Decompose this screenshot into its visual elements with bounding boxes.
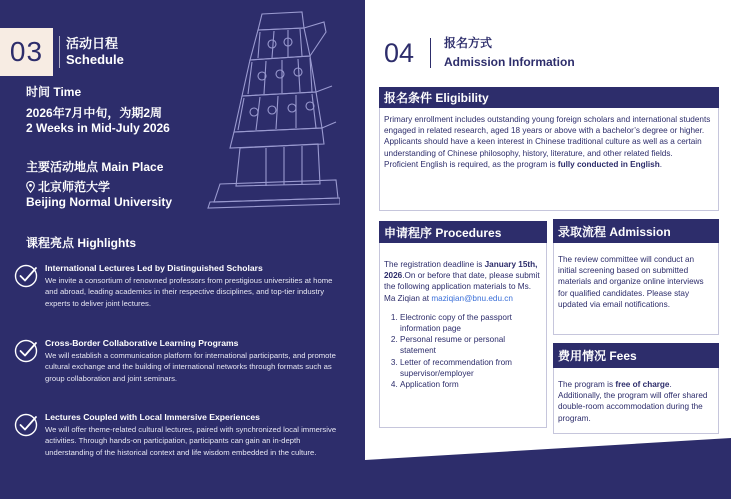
highlight-desc: We will establish a communication platform for international participants, and promote cultural exchange and the building of international networks through formats such as group collaboration and joint seminars. xyxy=(45,351,336,383)
schedule-panel xyxy=(0,0,365,499)
section-title-en: Schedule xyxy=(66,52,124,67)
section-number-box xyxy=(0,28,53,76)
highlight-item xyxy=(14,337,344,384)
materials-list xyxy=(400,312,542,390)
section-number: 03 xyxy=(9,36,44,67)
section-number: 04 xyxy=(384,37,415,68)
check-circle-icon xyxy=(14,338,39,363)
procedures-header xyxy=(379,221,547,243)
admission-process-header xyxy=(553,219,719,243)
admission-process-title: 录取流程 Admission xyxy=(558,224,671,239)
highlight-title: Lectures Coupled with Local Immersive Experiences xyxy=(45,412,260,422)
fees-title: 费用情况 Fees xyxy=(558,349,637,363)
highlight-desc: We will offer theme-related cultural lectures, paired with synchronized local immersive activities. Through hands-on participation, participants can gain an in-depth understanding of the historical context and life wisdom embedded in the culture. xyxy=(45,425,337,457)
highlight-item xyxy=(14,262,344,309)
list-item: 2. Personal resume or personal statement xyxy=(400,334,542,356)
divider xyxy=(430,38,431,68)
admission-process-box xyxy=(553,243,719,335)
highlight-title: Cross-Border Collaborative Learning Programs xyxy=(45,338,239,348)
admission-process-text: The review committee will conduct an initial screening based on submitted materials and organize online interviews for qualified candidates. Please stay updated via email notifications. xyxy=(558,255,704,309)
highlights-label: 课程亮点 Highlights xyxy=(26,236,136,250)
decorative-band xyxy=(365,438,731,499)
place-label: 主要活动地点 Main Place xyxy=(26,160,164,174)
place-cn-row xyxy=(26,178,110,195)
place-en: Beijing Normal University xyxy=(26,195,173,209)
divider xyxy=(59,36,60,68)
time-en: 2 Weeks in Mid-July 2026 xyxy=(26,121,170,135)
procedures-box xyxy=(379,243,547,428)
fees-header xyxy=(553,343,719,368)
eligibility-text-2: Applicants should have a keen interest in Chinese traditional culture as well as a certain understanding of Chinese philosophy, history, literature, and other related fields. xyxy=(384,137,702,158)
schedule-section-header xyxy=(0,28,124,76)
eligibility-text-1: Primary enrollment includes outstanding young foreign scholars and international students engaged in related research, aged 18 years or above with a bachelor’s degree or higher. xyxy=(384,115,711,136)
highlight-desc: We invite a consortium of renowned professors from prestigious universities at home and abroad, leading academics in their respective disciplines, and top-tier industry experts to deliver joint lectures. xyxy=(45,276,333,308)
check-circle-icon xyxy=(14,263,39,288)
section-title-cn: 报名方式 xyxy=(444,36,493,50)
list-item: 1. Electronic copy of the passport information page xyxy=(400,312,542,334)
email-link[interactable]: maziqian@bnu.edu.cn xyxy=(431,293,513,303)
check-circle-icon xyxy=(14,412,39,437)
fees-box xyxy=(553,368,719,434)
admission-section-header xyxy=(376,32,575,74)
section-title-cn: 活动日程 xyxy=(66,35,119,51)
section-title-en: Admission Information xyxy=(444,55,575,69)
tower-illustration xyxy=(200,8,340,223)
procedures-intro: The registration deadline is January 15th, 2026.On or before that date, please submit the following application materials to Ms. Ma Ziqian at maziqian@bnu.edu.cn xyxy=(384,260,540,303)
list-item: 3. Letter of recommendation from supervisor/employer xyxy=(400,357,542,379)
list-item: 4. Application form xyxy=(400,379,542,390)
procedures-title: 申请程序 Procedures xyxy=(384,225,502,240)
eligibility-box xyxy=(379,108,719,211)
time-label: 时间 Time xyxy=(26,85,82,99)
time-cn: 2026年7月中旬，为期2周 xyxy=(26,106,163,120)
eligibility-header xyxy=(379,87,719,108)
fees-text: The program is free of charge. Additionally, the program will offer shared double-room accommodation during the program. xyxy=(558,380,708,423)
highlight-item xyxy=(14,411,344,458)
eligibility-text-3: Proficient English is required, as the program is fully conducted in English. xyxy=(384,159,663,169)
location-pin-icon xyxy=(26,181,35,193)
highlight-title: International Lectures Led by Distinguished Scholars xyxy=(45,263,263,273)
eligibility-title: 报名条件 Eligibility xyxy=(384,91,489,105)
place-cn: 北京师范大学 xyxy=(38,180,111,194)
